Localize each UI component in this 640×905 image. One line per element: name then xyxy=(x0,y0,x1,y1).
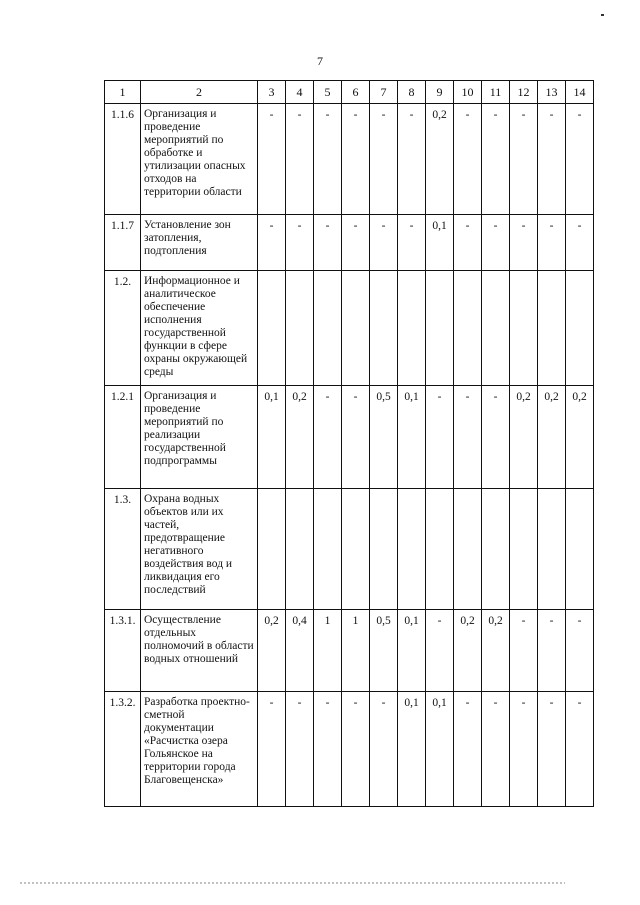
value-cell xyxy=(370,489,398,610)
value-cell: 0,2 xyxy=(258,610,286,692)
value-cell: 0,1 xyxy=(258,386,286,489)
value-cell xyxy=(342,271,370,386)
value-cell: - xyxy=(342,692,370,807)
value-cell: 0,4 xyxy=(286,610,314,692)
table-header-row xyxy=(105,81,594,104)
expenditure-table xyxy=(104,80,594,807)
value-cell: - xyxy=(258,692,286,807)
row-code: 1.1.6 xyxy=(105,104,141,215)
value-cell xyxy=(426,271,454,386)
value-cell: 0,2 xyxy=(482,610,510,692)
value-cell: - xyxy=(370,104,398,215)
value-cell: 0,1 xyxy=(398,692,426,807)
value-cell: - xyxy=(482,386,510,489)
value-cell xyxy=(538,489,566,610)
value-cell: - xyxy=(566,692,594,807)
header-cell: 11 xyxy=(482,81,510,104)
row-name: Установление зон затопления, подтопления xyxy=(141,215,258,271)
value-cell: - xyxy=(482,104,510,215)
value-cell: - xyxy=(342,215,370,271)
value-cell: 0,2 xyxy=(426,104,454,215)
value-cell: - xyxy=(454,215,482,271)
row-name: Информационное и аналитическое обеспечение исполнения государственной функции в сфере охраны окружающей среды xyxy=(141,271,258,386)
value-cell: - xyxy=(314,215,342,271)
value-cell: - xyxy=(510,215,538,271)
value-cell: - xyxy=(314,386,342,489)
scan-speck xyxy=(601,14,604,16)
header-cell: 13 xyxy=(538,81,566,104)
value-cell: 0,2 xyxy=(454,610,482,692)
row-name: Осуществление отдельных полномочий в области водных отношений xyxy=(141,610,258,692)
header-cell: 2 xyxy=(141,81,258,104)
value-cell: - xyxy=(286,692,314,807)
value-cell: - xyxy=(538,692,566,807)
value-cell xyxy=(566,271,594,386)
row-code: 1.3. xyxy=(105,489,141,610)
value-cell xyxy=(482,271,510,386)
value-cell: - xyxy=(510,104,538,215)
header-cell: 14 xyxy=(566,81,594,104)
value-cell: - xyxy=(342,104,370,215)
value-cell: - xyxy=(454,692,482,807)
value-cell: - xyxy=(314,104,342,215)
value-cell xyxy=(454,489,482,610)
header-cell: 3 xyxy=(258,81,286,104)
value-cell: - xyxy=(342,386,370,489)
row-code: 1.1.7 xyxy=(105,215,141,271)
value-cell xyxy=(426,489,454,610)
value-cell: 1 xyxy=(314,610,342,692)
value-cell: 0,5 xyxy=(370,610,398,692)
value-cell: - xyxy=(370,215,398,271)
page-number: 7 xyxy=(317,54,323,68)
row-code: 1.2. xyxy=(105,271,141,386)
value-cell: 0,1 xyxy=(426,215,454,271)
value-cell: - xyxy=(286,215,314,271)
value-cell xyxy=(566,489,594,610)
value-cell xyxy=(258,271,286,386)
value-cell: - xyxy=(454,386,482,489)
value-cell: - xyxy=(538,215,566,271)
value-cell: 0,1 xyxy=(398,610,426,692)
value-cell xyxy=(454,271,482,386)
scan-edge-artifact xyxy=(20,882,565,884)
value-cell xyxy=(258,489,286,610)
value-cell: - xyxy=(258,215,286,271)
row-name: Организация и проведение мероприятий по обработке и утилизации опасных отходов на территории области xyxy=(141,104,258,215)
value-cell: 0,2 xyxy=(286,386,314,489)
value-cell: - xyxy=(566,215,594,271)
value-cell: - xyxy=(398,215,426,271)
value-cell xyxy=(370,271,398,386)
value-cell xyxy=(314,271,342,386)
value-cell: 0,2 xyxy=(510,386,538,489)
header-cell: 8 xyxy=(398,81,426,104)
table-row xyxy=(105,610,594,692)
header-cell: 6 xyxy=(342,81,370,104)
value-cell: 0,2 xyxy=(566,386,594,489)
table-row xyxy=(105,692,594,807)
row-code: 1.3.2. xyxy=(105,692,141,807)
value-cell xyxy=(482,489,510,610)
table-row xyxy=(105,386,594,489)
value-cell xyxy=(510,489,538,610)
value-cell xyxy=(314,489,342,610)
row-name: Организация и проведение мероприятий по реализации государственной подпрограммы xyxy=(141,386,258,489)
value-cell xyxy=(398,271,426,386)
value-cell: 1 xyxy=(342,610,370,692)
row-name: Охрана водных объектов или их частей, предотвращение негативного воздействия вод и ликвидация его последствий xyxy=(141,489,258,610)
value-cell: - xyxy=(398,104,426,215)
row-code: 1.3.1. xyxy=(105,610,141,692)
value-cell xyxy=(286,489,314,610)
header-cell: 4 xyxy=(286,81,314,104)
value-cell: - xyxy=(314,692,342,807)
value-cell: - xyxy=(482,692,510,807)
value-cell: - xyxy=(510,610,538,692)
value-cell xyxy=(342,489,370,610)
value-cell: 0,2 xyxy=(538,386,566,489)
value-cell: 0,5 xyxy=(370,386,398,489)
value-cell: - xyxy=(258,104,286,215)
header-cell: 1 xyxy=(105,81,141,104)
header-cell: 5 xyxy=(314,81,342,104)
header-cell: 7 xyxy=(370,81,398,104)
value-cell: - xyxy=(566,610,594,692)
row-code: 1.2.1 xyxy=(105,386,141,489)
table-row xyxy=(105,489,594,610)
value-cell: - xyxy=(286,104,314,215)
value-cell: - xyxy=(370,692,398,807)
value-cell xyxy=(510,271,538,386)
header-cell: 10 xyxy=(454,81,482,104)
row-name: Разработка проектно-сметной документации «Расчистка озера Гольянское на территории города Благовещенска» xyxy=(141,692,258,807)
value-cell: - xyxy=(454,104,482,215)
value-cell: - xyxy=(510,692,538,807)
table-row xyxy=(105,271,594,386)
value-cell: - xyxy=(482,215,510,271)
value-cell: - xyxy=(426,610,454,692)
header-cell: 9 xyxy=(426,81,454,104)
header-cell: 12 xyxy=(510,81,538,104)
value-cell xyxy=(286,271,314,386)
value-cell xyxy=(538,271,566,386)
value-cell: - xyxy=(538,610,566,692)
value-cell: - xyxy=(426,386,454,489)
value-cell: 0,1 xyxy=(398,386,426,489)
value-cell: - xyxy=(566,104,594,215)
value-cell xyxy=(398,489,426,610)
table-row xyxy=(105,104,594,215)
table-row xyxy=(105,215,594,271)
value-cell: - xyxy=(538,104,566,215)
value-cell: 0,1 xyxy=(426,692,454,807)
